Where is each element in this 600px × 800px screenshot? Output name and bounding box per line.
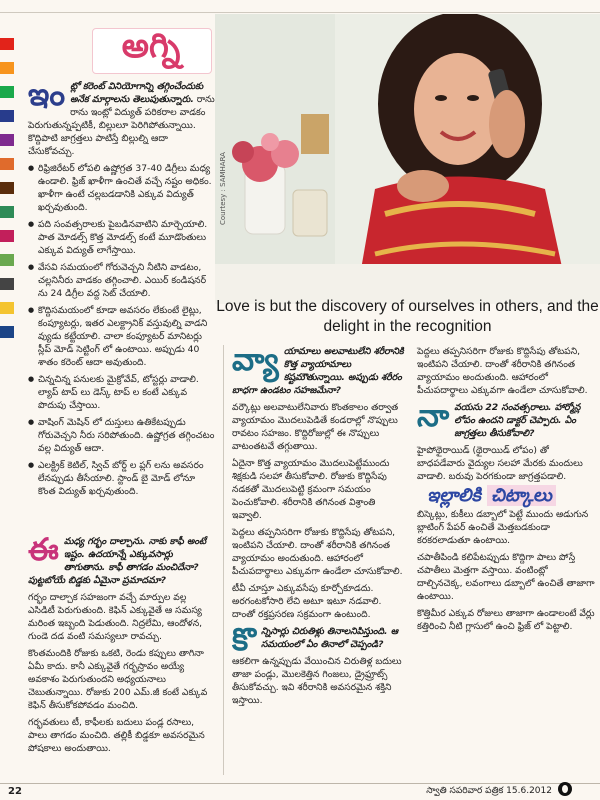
magazine-logo-icon <box>558 782 572 796</box>
tips-subheading <box>427 485 595 506</box>
intro-body: రాను రాను ఇంట్లో విద్యుత్ పరికరాల వాడకం పెరుగుతున్నప్పటికీ, బిల్లులూ పెరిగిపోతున్నాయి. కొద్దిపాటి జాగ్రత్తలు పాటిస్తే బిల్లుల్ని ఆదా చేసుకోవచ్చు. <box>28 94 215 157</box>
photo-credit: Courtesy : SAMHARA <box>219 152 227 225</box>
thyroid-dropcap: నా <box>417 398 450 434</box>
tip-bullet: ● వాషింగ్ మెషిన్ లో దుస్తులు ఉతికేటప్పుడు గోరువెచ్చని నీరు సరిపోతుంది. ఉష్ణోగ్రత తగ్గించటం వల్ల విద్యుత్ ఆదా. <box>28 416 215 455</box>
snack-dropcap: కొ <box>232 622 256 658</box>
color-swatch <box>0 302 14 314</box>
snack-answer: ఆకలిగా ఉన్నప్పుడు వేయించిన చిరుతిళ్ల బదులు తాజా పండ్లు, మొలకెత్తిన గింజలు, డ్రైఫ్రూట్స్ తీసుకోవచ్చు. ఇవి శరీరానికి అవసరమైన శక్తిని ఇస్తాయి. <box>232 656 402 706</box>
photo-illustration <box>215 14 600 304</box>
coffee-question: మధ్య గర్భం దాల్చాను. నాకు కాఫీ అంటే ఇష్టం. ఉదయాన్నే ఎక్కువసార్లు తాగుతాను. కాఫీ తాగడం మంచిదేనా? పుట్టబోయే బిడ్డకు ఏమైనా ప్రమాదమా? <box>28 536 207 586</box>
intro-question: ట్లో కరెంట్ వినియోగాన్ని తగ్గించేందుకు అనేక మార్గాలను తెలుపుతున్నారు. <box>70 81 204 105</box>
household-tip: కొత్తిమీర ఎక్కువ రోజులు తాజాగా ఉండాలంటే వేర్లు కత్తిరించి నీటి గ్లాసులో ఉంచి ఫ్రిజ్ లో పెట్టాలి. <box>417 608 595 632</box>
left-column-top <box>28 77 215 502</box>
color-swatch <box>0 254 14 266</box>
tip-bullet: ● పది సంవత్సరాలకు పైబడినవాటిని మార్చెయాలి. పాత మోడల్స్ కొత్త మోడల్స్ కంటే మూడొంతులు ఎక్కువ విద్యుత్ లాగేస్తాయి. <box>28 218 215 257</box>
color-swatch <box>0 86 14 98</box>
middle-paragraph-2: టీవీ చూస్తూ ఎక్కువసేపు కూర్చోకూడదు. అరగంటకోసారి లేచి అటూ ఇటూ నడవాలి. దాంతో రక్తప్రసరణ సక్రమంగా ఉంటుంది. <box>232 583 382 620</box>
coffee-answer-2: కొంతమందికి రోజుకు ఒకటి, రెండు కప్పులు తాగినా ఏమీ కాదు. కానీ ఎక్కువైతే గర్భస్రావం అయ్యే అవకాశం పెరుగుతుందని అధ్యయనాలు చెబుతున్నాయి. రోజుకు 200 ఎమ్.జీ కంటే ఎక్కువ కెఫిన్ తీసుకోకపోవడం మంచిది. <box>28 648 208 711</box>
left-column-bottom <box>28 532 215 759</box>
color-swatch <box>0 62 14 74</box>
thyroid-question: వయసు 22 సంవత్సరాలు. హార్మోన్ల లోపం ఉందని డాక్టర్ చెప్పారు. ఏం జాగ్రత్తలు తీసుకోవాలి? <box>454 402 581 439</box>
color-swatch <box>0 326 14 338</box>
tip-bullet: ● చిన్నచిన్న పనులకు మైక్రోవేవ్, టోస్టర్లు వాడాలి. ల్యాప్ టాప్ లు డెస్క్ టాప్ ల కంటే ఎక్కువ పొదుపు చేస్తాయి. <box>28 373 215 412</box>
household-tip: బిస్కెట్లు, కుకీలు డబ్బాలో పెట్టే ముందు అడుగున బ్లాటింగ్ పేపర్ ఉంచితే మెత్తబడకుండా కరకరలాడుతూ ఉంటాయి. <box>417 509 589 546</box>
color-swatch <box>0 230 14 242</box>
coffee-answer: గర్భం దాల్చాక సహజంగా వచ్చే మార్పుల వల్ల ఎసిడిటీ పెరుగుతుంది. కెఫిన్ ఎక్కువైతే ఆ సమస్య మరింత ఇబ్బంది పెడుతుంది. నిద్రలేమి, ఆందోళన, గుండె దడ వంటి సమస్యలూ రావచ్చు. <box>28 592 203 642</box>
coffee-dropcap: ఈ <box>28 532 59 568</box>
page-title: అగ్ని <box>121 26 181 66</box>
exercise-dropcap: వ్యా <box>232 342 279 378</box>
publication-line: స్వాతి సపరివార పత్రిక 15.6.2012 <box>426 786 552 796</box>
exercise-answer-2: ఏదైనా కొత్త వ్యాయామం మొదలుపెట్టేముందు శిక్షకుడి సలహా తీసుకోవాలి. రోజుకు కొద్దిసేపు నడకతో మొదలుపెట్టి క్రమంగా సమయం పెంచుకోవాలి. శరీరానికి తగినంత విశ్రాంతి ఇవ్వాలి. <box>232 458 390 521</box>
woman-on-phone-photo <box>215 14 600 304</box>
thyroid-answer: హైపోథైరాయిడ్ (థైరాయిడ్ లోపం) తో బాధపడేవారు వైద్యుల సలహా మేరకు మందులు వాడాలి. బరువు పెరగకుండా జాగ్రత్తపడాలి. <box>417 445 583 482</box>
right-paragraph: పెద్దలు తప్పనిసరిగా రోజుకు కొద్దిసేపు తోటపని, ఇంటిపని చేయాలి. దాంతో శరీరానికి తగినంత వ్యాయామం అందుతుంది. ఆహారంలో పీచుపదార్థాలు ఎక్కువగా ఉండేలా చూసుకోవాలి. <box>417 346 588 396</box>
color-swatch-strip <box>0 38 14 350</box>
middle-column <box>232 342 407 711</box>
snack-question: న్నిసార్లు చిరుతిళ్లు తినాలనిపిస్తుంది. ఆ సమయంలో ఏం తినాలో చెప్పండి? <box>260 626 399 650</box>
color-swatch <box>0 134 14 146</box>
color-swatch <box>0 158 14 170</box>
color-swatch <box>0 110 14 122</box>
tips-subheading-highlight: చిట్కాలు <box>487 485 556 506</box>
page-number: 22 <box>8 786 22 797</box>
color-swatch <box>0 38 14 50</box>
coffee-answer-3: గర్భవతులు టీ, కాఫీలకు బదులు పండ్ల రసాలు, పాలు తాగడం మంచిది. తల్లికీ బిడ్డకూ అవసరమైన పోషకాలు అందుతాయి. <box>28 717 205 754</box>
household-tip: చపాతీపిండి కలిపేటప్పుడు కొద్దిగా పాలు పోస్తే చపాతీలు మెత్తగా వస్తాయి. వంటింట్లో దాల్చినచెక్క, లవంగాలు డబ్బాలో ఉంచితే తాజాగా ఉంటాయి. <box>417 552 595 602</box>
color-swatch <box>0 278 14 290</box>
tip-bullet: ● ఎలక్ట్రిక్ కెటిల్, స్విచ్ బోర్డ్ ల ప్లగ్ లను అవసరం లేనప్పుడు తీసేయాలి. స్టాండ్ బై మోడ్ లోనూ కొంత విద్యుత్ ఖర్చవుతుంది. <box>28 459 215 498</box>
color-swatch <box>0 206 14 218</box>
tip-bullet: ● కొద్దిసమయంలో కూడా అవసరం లేకుంటే లైట్లు, కంప్యూటర్లు, ఇతర ఎలక్ట్రానిక్ వస్తువుల్ని వాడని వ్యుడు కట్టేయాలి. చాలా కంప్యూటర్ మానిటర్లు స్లీప్ మోడ్ సెట్టింగ్ లో ఉంటాయి. అప్పుడు 40 శాతం కరెంట్ ఆదా అవుతుంది. <box>28 304 215 369</box>
color-swatch <box>0 182 14 194</box>
pull-quote: Love is but the discovery of ourselves in others, and the delight in the recognition <box>216 298 599 335</box>
exercise-answer: వర్కౌట్లు అలవాటులేనివారు కొంతకాలం తర్వాత వ్యాయామం మొదలుపెడితే కండరాల్లో నొప్పులు రావటం సహజం. కొద్దిరోజుల్లో ఈ నొప్పులు వాటంతటవే తగ్గుతాయి. <box>232 402 399 452</box>
top-rule <box>0 12 600 13</box>
tips-subheading-prefix: ఇల్లాలికి <box>427 485 481 506</box>
tip-bullet: ● రిఫ్రిజిరేటర్ లోపలి ఉష్ణోగ్రత 37-40 డిగ్రీలు మధ్య ఉండాలి. ఫ్రిజ్ ఖాళీగా ఉంచితే వచ్చే నష్టం అధికం. ఖాళీగా ఉంటే చల్లబడడానికి ఎక్కువ విద్యుత్ ఖర్చవుతుంది. <box>28 162 215 214</box>
footer-rule <box>0 783 600 784</box>
intro-dropcap: ఇం <box>28 77 66 113</box>
column-divider <box>223 345 224 775</box>
right-column <box>417 345 595 637</box>
tip-bullet: ● వేసవి సమయంలో గోరువెచ్చని నీటిని వాడటం, చల్లనినీరు వాడకం తగ్గించాలి. ఎయిర్ కండిషనర్ ను 24 డిగ్రీల వద్ద సెట్ చేయాలి. <box>28 261 215 300</box>
exercise-question: యామాలు అలవాటులేని శరీరానికి కొత్త వ్యాయామాలు కష్టమౌతున్నాయి. అప్పుడు శరీరం బాధగా ఉండటం సహజమేనా? <box>232 346 404 396</box>
middle-paragraph: పెద్దలు తప్పనిసరిగా రోజుకు కొద్దిసేపు తోటపని, ఇంటిపని చేయాలి. దాంతో శరీరానికి తగినంత వ్యాయామం అందుతుంది. ఆహారంలో పీచుపదార్థాలు ఎక్కువగా ఉండేలా చూసుకోవాలి. <box>232 527 403 577</box>
